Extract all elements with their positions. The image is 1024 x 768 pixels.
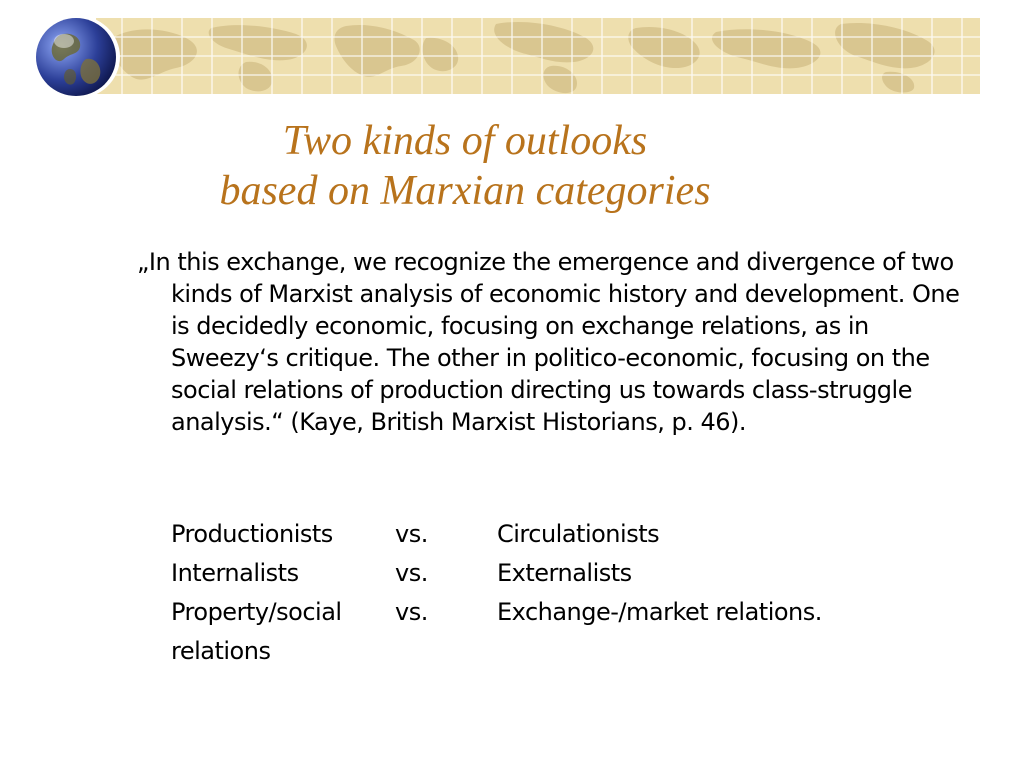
comparison-vs <box>395 632 497 671</box>
comparison-vs: vs. <box>395 598 428 626</box>
comparison-left: Internalists <box>171 559 299 587</box>
comparison-right: Circulationists <box>497 520 660 548</box>
world-map-graphic <box>96 18 980 94</box>
comparison-row <box>171 515 822 554</box>
world-map-banner <box>96 18 980 94</box>
comparison-vs: vs. <box>395 520 428 548</box>
slide-title <box>0 116 930 216</box>
title-line-1: Two kinds of outlooks <box>282 118 648 164</box>
globe-icon <box>30 13 122 101</box>
comparison-list <box>171 515 822 671</box>
title-line-2: based on Marxian categories <box>219 168 711 214</box>
comparison-vs: vs. <box>395 559 428 587</box>
comparison-row <box>171 632 822 671</box>
comparison-right: Externalists <box>497 559 632 587</box>
quote-paragraph: „In this exchange, we recognize the emergence and divergence of two kinds of Marxist analysis of economic history and development. One is decidedly economic, focusing on exchange relations, as in Sweezy‘s critique. The other in politico-economic, focusing on the social relations of production directing us towards class-struggle analysis.“ (Kaye, British Marxist Historians, p. 46). <box>137 248 960 436</box>
comparison-left: Productionists <box>171 520 333 548</box>
comparison-row <box>171 593 822 632</box>
comparison-left: relations <box>171 637 271 665</box>
comparison-right: Exchange-/market relations. <box>497 598 822 626</box>
comparison-row <box>171 554 822 593</box>
comparison-left: Property/social <box>171 598 342 626</box>
